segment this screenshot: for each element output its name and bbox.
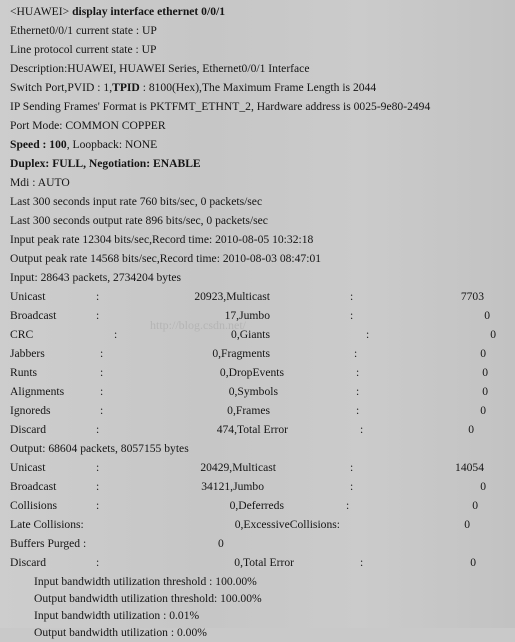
bandwidth-line: Input bandwidth utilization threshold : 100.00% bbox=[34, 575, 257, 588]
bandwidth-line: Output bandwidth utilization : 0.00% bbox=[34, 626, 207, 639]
counter-row: Unicast : 20923,Multicast : 7703 bbox=[10, 290, 484, 303]
command-text: display interface ethernet 0/0/1 bbox=[72, 5, 226, 18]
output-line: Line protocol current state : UP bbox=[10, 43, 157, 56]
counter-row: Discard : 0,Total Error : 0 bbox=[10, 556, 476, 569]
output-line: Description:HUAWEI, HUAWEI Series, Ethernet0/0/1 Interface bbox=[10, 62, 310, 75]
output-line: Ethernet0/0/1 current state : UP bbox=[10, 24, 157, 37]
output-line: Last 300 seconds output rate 896 bits/sec, 0 packets/sec bbox=[10, 214, 268, 227]
output-line: Port Mode: COMMON COPPER bbox=[10, 119, 166, 132]
duplex-line: Duplex: FULL, Negotiation: ENABLE bbox=[10, 157, 201, 170]
watermark: http://blog.csdn.net/ bbox=[150, 318, 246, 332]
speed-line: Speed : 100, Loopback: NONE bbox=[10, 138, 158, 151]
counter-row: Unicast : 20429,Multicast : 14054 bbox=[10, 461, 484, 474]
counter-row: Buffers Purged : 0 bbox=[10, 537, 224, 550]
counter-row: Collisions : 0,Deferreds : 0 bbox=[10, 499, 478, 512]
counter-row: CRC : 0,Giants : 0 bbox=[10, 328, 496, 341]
counter-row: Broadcast : 17,Jumbo : 0 bbox=[10, 309, 490, 322]
input-summary: Input: 28643 packets, 2734204 bytes bbox=[10, 271, 181, 284]
output-line: IP Sending Frames' Format is PKTFMT_ETHNT_2, Hardware address is 0025-9e80-2494 bbox=[10, 100, 431, 113]
counter-row: Runts : 0,DropEvents : 0 bbox=[10, 366, 488, 379]
command-line bbox=[10, 3, 507, 21]
counter-row: Alignments : 0,Symbols : 0 bbox=[10, 385, 488, 398]
prompt: <HUAWEI> bbox=[10, 5, 70, 18]
counter-row: Ignoreds : 0,Frames : 0 bbox=[10, 404, 486, 417]
output-line: Output peak rate 14568 bits/sec,Record time: 2010-08-03 08:47:01 bbox=[10, 252, 322, 265]
output-line: Last 300 seconds input rate 760 bits/sec, 0 packets/sec bbox=[10, 195, 263, 208]
counter-row: Late Collisions: 0,ExcessiveCollisions: 0 bbox=[10, 518, 470, 531]
counter-row: Discard : 474,Total Error : 0 bbox=[10, 423, 474, 436]
output-line: Mdi : AUTO bbox=[10, 176, 70, 189]
counter-row: Broadcast : 34121,Jumbo : 0 bbox=[10, 480, 486, 493]
switch-port-line: Switch Port,PVID : 1,TPID : 8100(Hex),The Maximum Frame Length is 2044 bbox=[10, 81, 377, 94]
bandwidth-line: Input bandwidth utilization : 0.01% bbox=[34, 609, 200, 622]
output-summary: Output: 68604 packets, 8057155 bytes bbox=[10, 442, 189, 455]
counter-row: Jabbers : 0,Fragments : 0 bbox=[10, 347, 486, 360]
bandwidth-line: Output bandwidth utilization threshold: 100.00% bbox=[34, 592, 262, 605]
output-line: Input peak rate 12304 bits/sec,Record time: 2010-08-05 10:32:18 bbox=[10, 233, 314, 246]
